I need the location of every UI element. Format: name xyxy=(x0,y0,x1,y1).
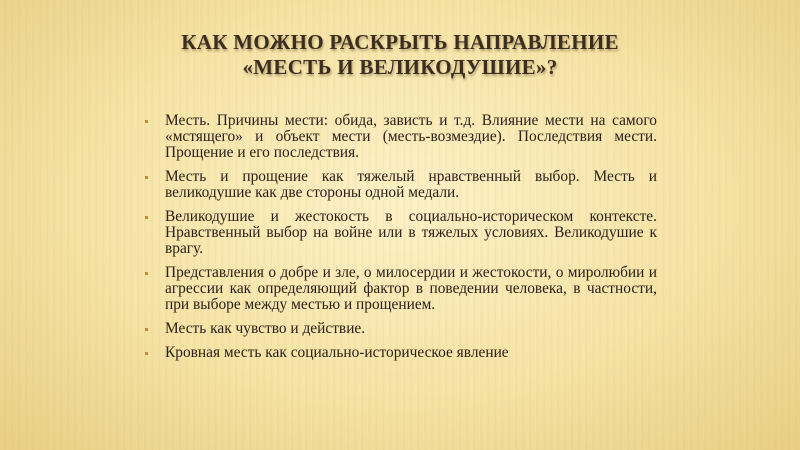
list-item xyxy=(145,321,657,337)
list-item-text: Месть. Причины мести: обида, зависть и т.д. Влияние мести на самого «мстящего» и объект мести (месть-возмездие). Последствия мести. Прощение и его последствия. xyxy=(165,112,657,161)
bullet-icon xyxy=(145,328,148,331)
list-item xyxy=(145,169,657,201)
list-item-text: Месть как чувство и действие. xyxy=(165,320,366,337)
bullet-icon xyxy=(145,216,148,219)
bullet-icon xyxy=(145,272,148,275)
list-item-text: Великодушие и жестокость в социально-историческом контексте. Нравственный выбор на войне или в тяжелых условиях. Великодушие к врагу. xyxy=(165,208,657,257)
list-item-text: Кровная месть как социально-историческое явление xyxy=(165,344,509,361)
title-line-2: «МЕСТЬ И ВЕЛИКОДУШИЕ»? xyxy=(242,55,558,79)
list-item xyxy=(145,113,657,161)
list-item xyxy=(145,265,657,313)
slide-title xyxy=(0,30,800,80)
bullet-icon xyxy=(145,352,148,355)
list-item xyxy=(145,345,657,361)
bullet-list xyxy=(145,113,657,369)
bullet-icon xyxy=(145,120,148,123)
title-line-1: КАК МОЖНО РАСКРЫТЬ НАПРАВЛЕНИЕ xyxy=(181,30,619,54)
list-item-text: Представления о добре и зле, о милосердии и жестокости, о миролюбии и агрессии как определяющий фактор в поведении человека, в частности, при выборе между местью и прощением. xyxy=(165,264,657,313)
bullet-icon xyxy=(145,176,148,179)
list-item-text: Месть и прощение как тяжелый нравственный выбор. Месть и великодушие как две стороны одной медали. xyxy=(165,168,657,201)
list-item xyxy=(145,209,657,257)
